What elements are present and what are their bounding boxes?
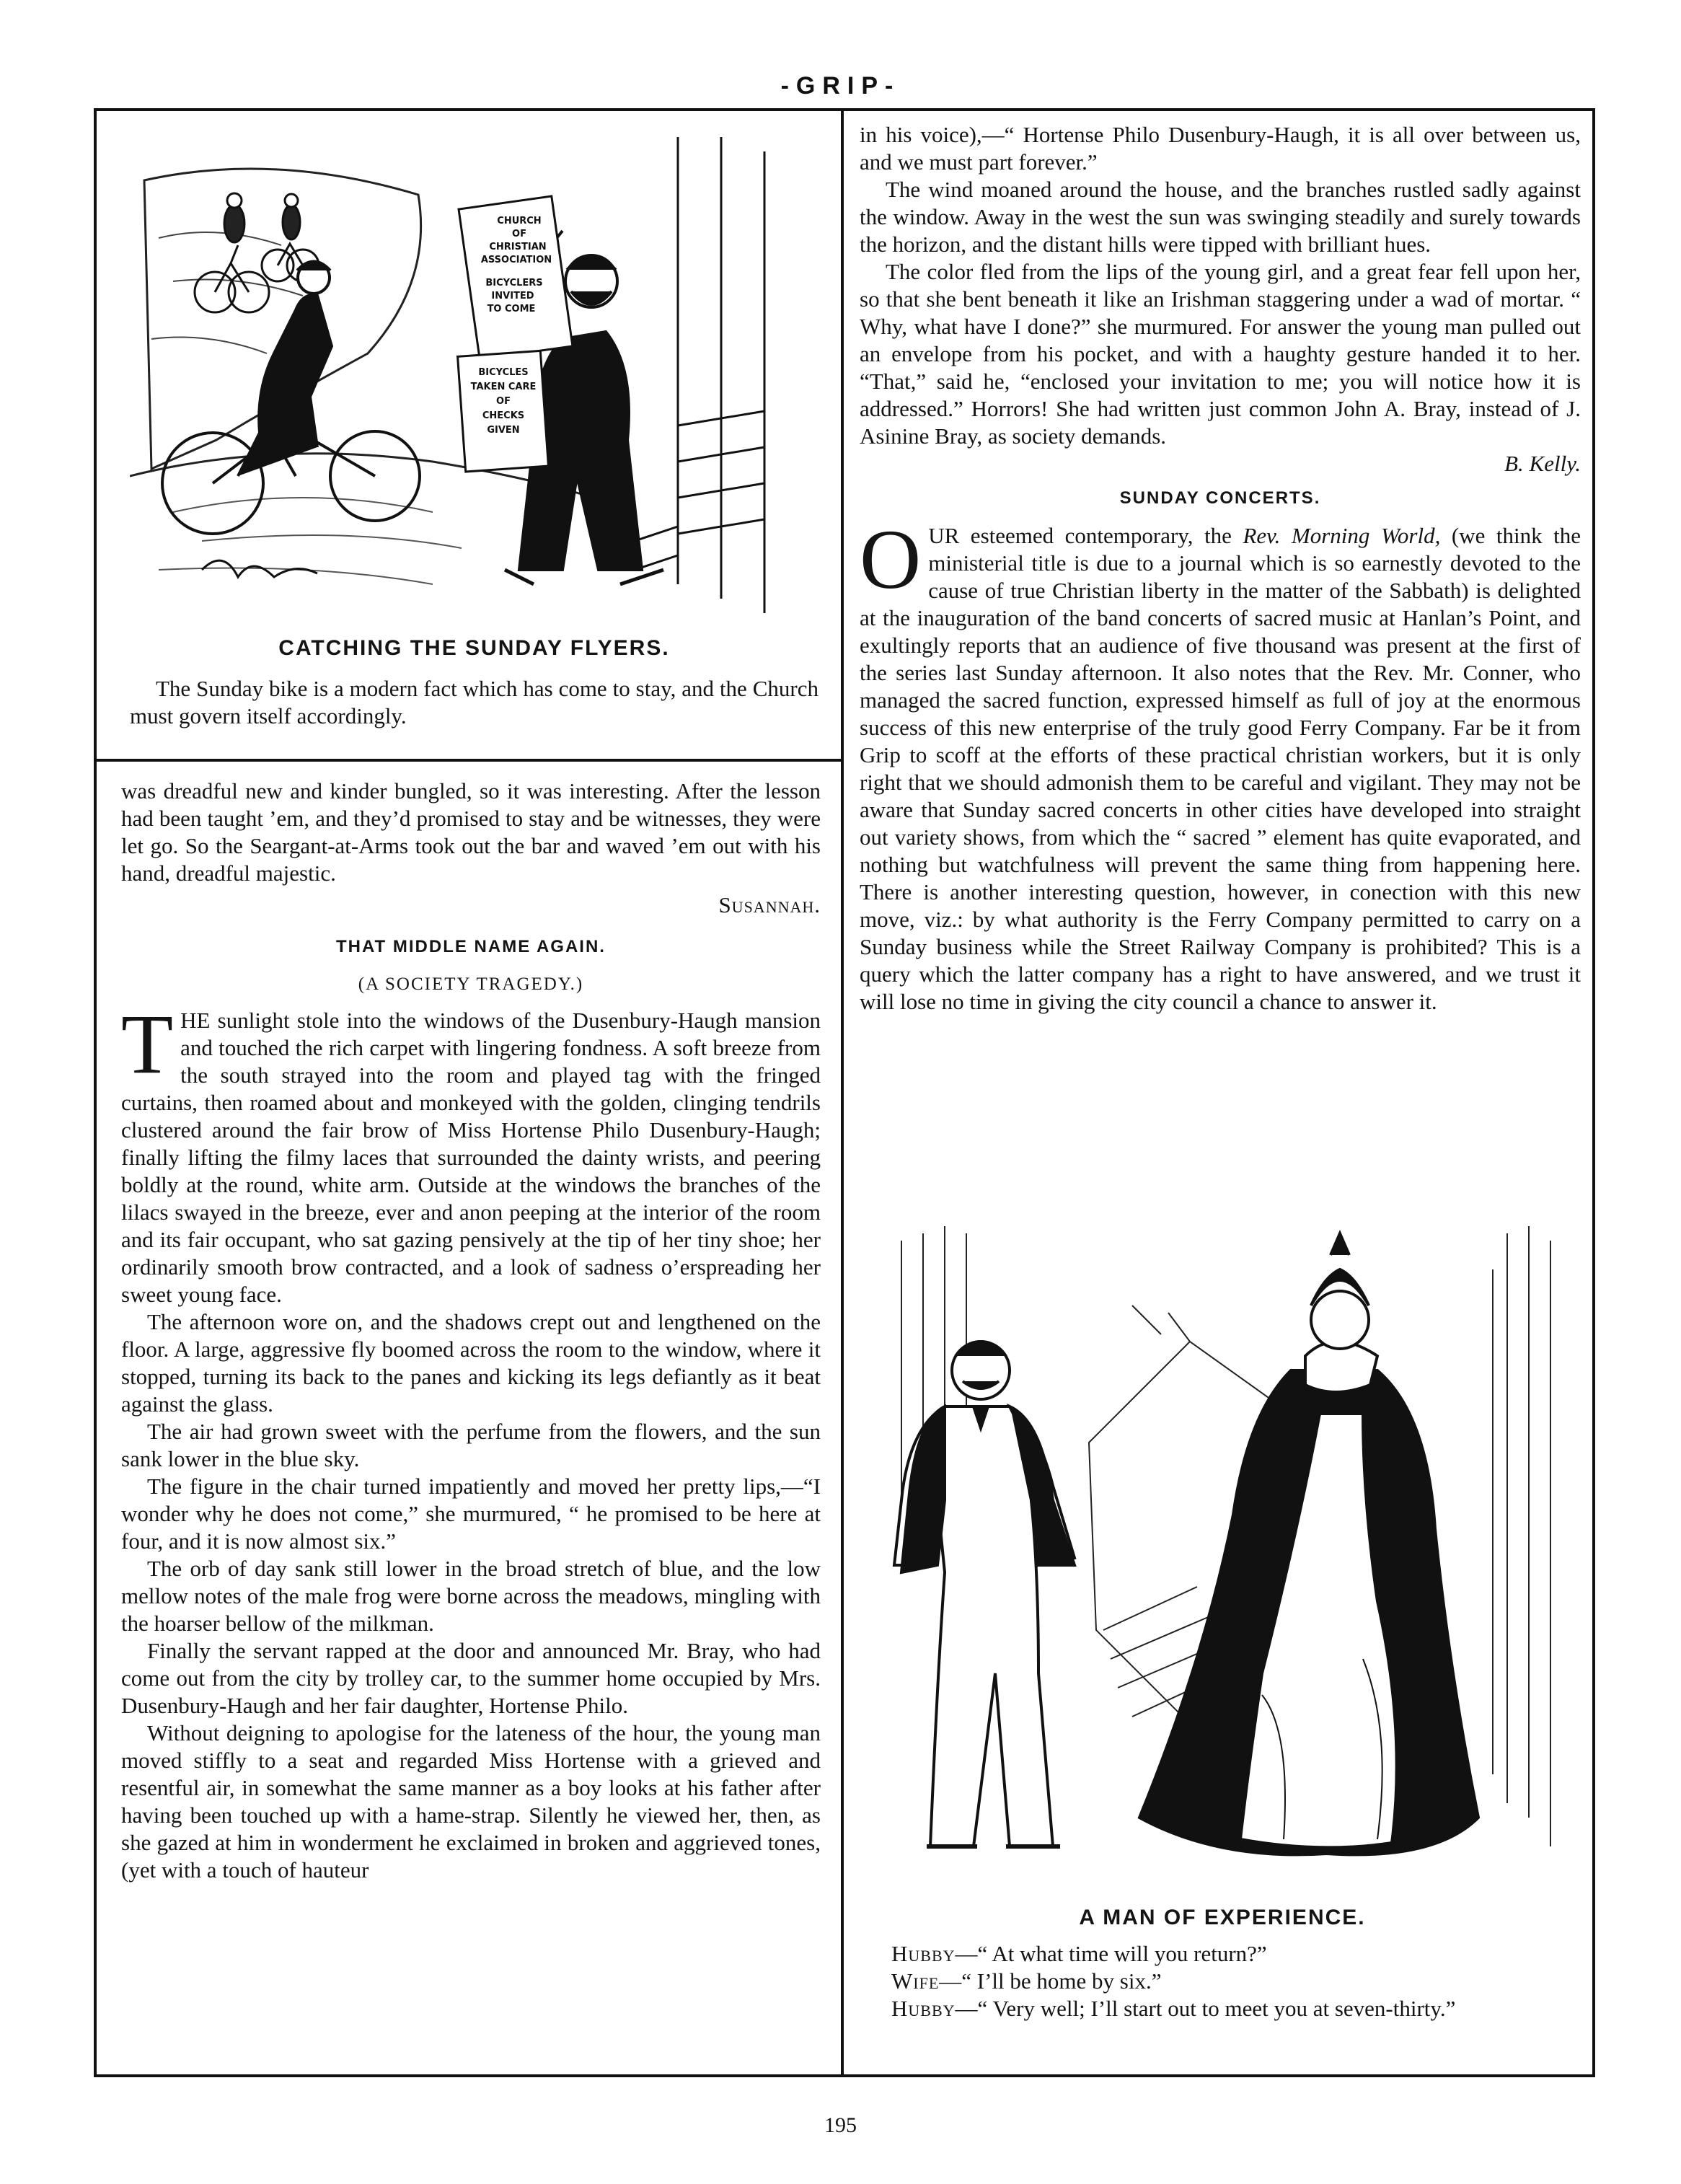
column-divider — [841, 108, 844, 2077]
dialog-text-2: —“ I’ll be home by six.” — [939, 1968, 1162, 1994]
poster-line-4: ASSOCIATION — [480, 255, 552, 265]
poster-lower-line-4: CHECKS — [482, 410, 525, 421]
concerts-title: SUNDAY CONCERTS. — [1119, 488, 1321, 508]
concerts-text-part-2: (we think the ministerial title is due to a journal which is so earnestly devoted to the cause of true Christian liberty in the matter of the Sabbath) is delighted at the inauguration of the band concerts of sacred music at Hanlan’s Point, and exultingly reports that an audience of five thousand was present at the first of the series last Sunday afternoon. It also notes that the Rev. Mr. Conner, who managed the sacred function, expressed himself as full of joy at the enormous success of this new enterprise of the truly good Ferry Company. Far be it from Grip to scoff at the efforts of these practical christian workers, but it is only right that we should admonish them to be careful and vigilant. They may not be aware that Sunday sacred concerts in other cities have developed into straight out variety shows, from which the “ sacred ” element has quite evaporated, and nothing but watchfulness will prevent the same thing from happening here. There is another interesting question, however, in conection with this new move, viz.: by what authority is the Ferry Company permitted to carry on a Sunday business while the Street Railway Company is prohibited? This is a query which the latter company has a right to have answered, and we trust it will lose no time in giving the city council a chance to answer it. — [860, 523, 1581, 1014]
left-column — [121, 778, 821, 1884]
poster-lower-line-5: GIVEN — [487, 425, 520, 436]
story-paragraph-1 — [121, 997, 821, 1308]
masthead: -GRIP- — [780, 72, 901, 100]
dialog-speaker-1: Hubby — [891, 1941, 956, 1966]
cartoon-caption-block — [130, 635, 819, 730]
story-paragraph-6: Finally the servant rapped at the door and announced Mr. Bray, who had come out from the city by trolley car, to the summer home occupied by Mrs. Dusenbury-Haugh and her fair daughter, Hortense Philo. — [121, 1638, 821, 1718]
section-rule — [97, 759, 841, 762]
cartoon-title: CATCHING THE SUNDAY FLYERS. — [278, 636, 670, 660]
poster-line-1: CHURCH — [497, 216, 542, 226]
story-paragraph-4: The figure in the chair turned impatiently and moved her pretty lips,—“I wonder why he does not come,” she murmured, “ he promised to be here at four, and it is now almost six.” — [121, 1474, 821, 1554]
dialog-speaker-3: Hubby — [891, 1996, 956, 2021]
dialog-line-3 — [891, 1995, 1579, 2022]
poster-line-6: INVITED — [491, 291, 534, 301]
dialog-line-1 — [891, 1940, 1579, 1968]
page-number: 195 — [824, 2113, 857, 2137]
experience-title: A MAN OF EXPERIENCE. — [1079, 1906, 1366, 1929]
concerts-paragraph — [860, 512, 1581, 1016]
poster-lower-line-1: BICYCLES — [478, 367, 529, 378]
experience-caption-block — [865, 1904, 1579, 2022]
dialog-text-1: —“ At what time will you return?” — [955, 1941, 1267, 1966]
dialog-line-2 — [891, 1968, 1579, 1995]
continued-paragraph: was dreadful new and kinder bungled, so it was interesting. After the lesson had been taught ’em, and they’d promised to stay and be witnesses, they were let go. So the Seargant-at-Arms took out the bar and waved ’em out with his hand, dreadful majestic. — [121, 778, 821, 886]
cartoon-sunday-flyers-drawing — [130, 137, 822, 613]
story-paragraph-9: The color fled from the lips of the young girl, and a great fear fell upon her, so that she bent beneath it like an Irishman staggering under a wad of mortar. “ Why, what have I done?” she murmured. For answer the young man pulled out an envelope from his pocket, and with a haughty gesture handed it to her. “That,” said he, “enclosed your invitation to me; you will notice how it is addressed.” Horrors! She had written just common John A. Bray, instead of J. Asinine Bray, as society demands. — [860, 259, 1581, 449]
story-title: THAT MIDDLE NAME AGAIN. — [336, 937, 606, 956]
concerts-text-part-1: UR esteemed contemporary, the — [928, 523, 1243, 548]
dropcap-o: O — [860, 512, 922, 607]
story-paragraph-2: The afternoon wore on, and the shadows crept out and lengthened on the floor. A large, aggressive fly boomed across the room to the window, where it stopped, turning its back to the panes and kicking its legs defiantly as it beat against the glass. — [121, 1309, 821, 1417]
story-continued-paragraph: in his voice),—“ Hortense Philo Dusenbury-Haugh, it is all over between us, and we must part forever.” — [860, 122, 1581, 175]
poster-lower-line-2: TAKEN CARE — [470, 382, 537, 392]
story-paragraph-7: Without deigning to apologise for the lateness of the hour, the young man moved stiffly to a seat and regarded Miss Hortense with a grieved and resentful air, in somewhat the same manner as a boy looks at his father after having been touched up with a hame-strap. Silently he viewed her, then, as she gazed at him in wonderment he exclaimed in broken and aggrieved tones, (yet with a touch of hauteur — [121, 1720, 821, 1883]
signature-b-kelly: B. Kelly. — [1504, 451, 1581, 476]
signature-susannah: Susannah. — [718, 892, 821, 917]
cartoon-man-of-experience-drawing — [858, 1226, 1579, 1890]
poster-line-5: BICYCLERS — [485, 278, 543, 289]
concerts-newspaper-name: Rev. Morning World, — [1243, 523, 1441, 548]
cartoon-caption-text: The Sunday bike is a modern fact which has come to stay, and the Church must govern itself accordingly. — [130, 676, 819, 728]
cartoon-man-of-experience — [858, 1226, 1579, 1890]
dropcap-t: T — [121, 997, 174, 1091]
dialog-speaker-2: Wife — [891, 1968, 940, 1994]
story-subtitle: (A SOCIETY TRAGEDY.) — [358, 974, 584, 994]
right-column — [860, 121, 1581, 1016]
story-paragraph-8: The wind moaned around the house, and the branches rustled sadly against the window. Away in the west the sun was swinging steadily and surely towards the horizon, and the distant hills were tipped with brilliant hues. — [860, 177, 1581, 257]
story-paragraph-5: The orb of day sank still lower in the broad stretch of blue, and the low mellow notes of the male frog were borne across the meadows, mingling with the hoarser bellow of the milkman. — [121, 1556, 821, 1636]
story-paragraph-3: The air had grown sweet with the perfume from the flowers, and the sun sank lower in the blue sky. — [121, 1419, 821, 1471]
poster-line-2: OF — [512, 229, 526, 239]
cartoon-sunday-flyers — [130, 137, 822, 613]
dialog-text-3: —“ Very well; I’ll start out to meet you at seven-thirty.” — [955, 1996, 1456, 2021]
poster-lower-line-3: OF — [496, 396, 511, 407]
poster-line-3: CHRISTIAN — [489, 242, 547, 252]
poster-line-7: TO COME — [487, 304, 536, 314]
story-paragraph-1-text: HE sunlight stole into the windows of the Dusenbury-Haugh mansion and touched the rich carpet with lingering fondness. A soft breeze from the south strayed into the room and played tag with the fringed curtains, then roamed about and monkeyed with the golden, clinging tendrils clustered around the fair brow of Miss Hortense Philo Dusenbury-Haugh; finally lifting the filmy laces that surrounded the dainty wrists, and peering boldly at the round, white arm. Outside at the windows the branches of the lilacs swayed in the breeze, ever and anon peeping at the interior of the room and its fair occupant, who sat gazing pensively at the tip of her tiny shoe; her ordinarily smooth brow contracted, and a look of sadness o’erspreading her sweet young face. — [121, 1008, 821, 1307]
